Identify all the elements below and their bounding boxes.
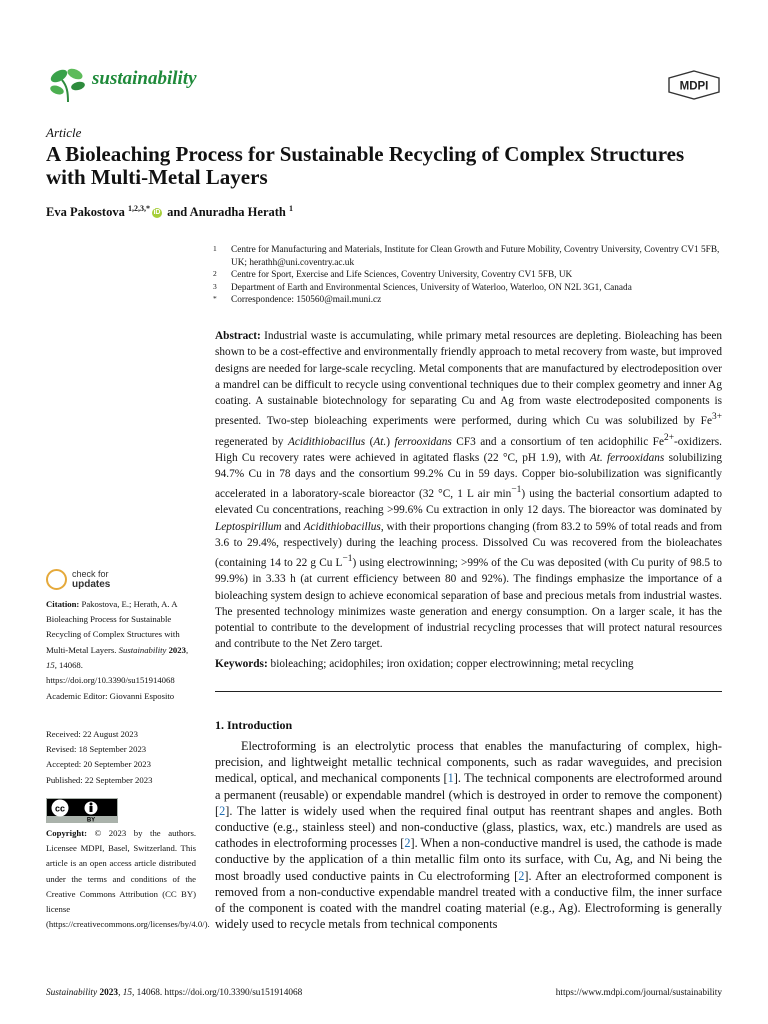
author-connector: and [167, 205, 188, 220]
author-affil-sup: 1 [289, 204, 293, 213]
svg-text:MDPI: MDPI [679, 80, 709, 93]
copyright-label: Copyright: [46, 828, 88, 838]
citation-block: Citation: Pakostova, E.; Herath, A. A Bioleaching Process for Sustainable Recycling of Complex Structures with Multi-Metal Layers. Sustainability 2023, 15, 14068. https://doi.org/10.3390/su151914068 [46, 599, 189, 686]
check-updates-icon [46, 569, 67, 590]
svg-text:cc: cc [54, 803, 66, 814]
page-title: A Bioleaching Process for Sustainable Recycling of Complex Structures with Multi-Metal Layers [46, 142, 685, 189]
published-date: Published: 22 September 2023 [46, 774, 153, 785]
author-list [46, 204, 293, 220]
article-type: Article [46, 125, 82, 140]
author-name: Eva Pakostova [46, 205, 125, 220]
reference-link[interactable]: 2 [404, 836, 411, 851]
affiliation-item: 2 Centre for Sport, Exercise and Life Sciences, Coventry University, Coventry CV1 5FB, UK [213, 269, 573, 280]
dates-block [46, 727, 196, 788]
correspondence-item: * Correspondence: 150560@mail.muni.cz [213, 294, 382, 305]
section-heading: 1. Introduction [215, 718, 293, 732]
journal-name: sustainability [92, 68, 197, 89]
footer-citation: Sustainability 2023, 15, 14068. https://doi.org/10.3390/su151914068 [46, 988, 303, 998]
keywords-label: Keywords: [215, 658, 268, 670]
keywords: Keywords: bioleaching; acidophiles; iron oxidation; copper electrowinning; metal recycling [215, 658, 634, 670]
check-for-updates-button[interactable]: check for updates [46, 568, 166, 594]
reference-link[interactable]: 2 [219, 803, 226, 818]
citation-label: Citation: [46, 599, 80, 609]
orcid-icon[interactable]: iD [153, 209, 161, 217]
affiliation-item: 1 Centre for Manufacturing and Materials, Institute for Clean Growth and Future Mobility, Coventry University, Coventry CV1 5FB, UK; herathh@uni.coventry.ac.uk [213, 244, 720, 268]
copyright-block: Copyright: © 2023 by the authors. Licensee MDPI, Basel, Switzerland. This article is an open access article distributed under the terms and conditions of the Creative Commons Attribution (CC BY) license (https://creativecommons.org/licenses/by/4.0/). [46, 828, 210, 930]
accepted-date: Accepted: 20 September 2023 [46, 759, 151, 770]
sustainability-logo-icon [48, 64, 88, 104]
abstract: Abstract: Industrial waste is accumulating, while primary metal resources are depleting. Bioleaching has been shown to be a cost-effective and environmentally friendly approach to metal recovery from waste, but improved designs are needed for large-scale recycling. Metal components that are manufactured by electrodeposition over a mandrel can be difficult to recycle using conventional techniques due to their complex geometry and inner Ag coating. A sustainable biotechnology for separating Cu and Ag from waste electrodeposited components is presented. Two-step bioleaching experiments were performed, during which Cu was solubilized by $Fe^{3+}$ regenerated by Acidithiobacillus (At.) ferrooxidans CF3 and a consortium of ten acidophilic $Fe^{2+}$-oxidizers. High Cu recovery rates were achieved in agitated flasks (22 °C, pH 1.9), with At. ferrooxidans solubilizing 94.7% Cu in 78 days and the consortium 99.2% Cu in 59 days. Copper bio-solubilization was significantly accelerated in a laboratory-scale bioreactor (32 °C, 1 L air $\min^{-1}$) using the bacterial consortium adapted to elevated Cu concentrations, reaching >99.6% Cu extraction in only 12 days. The bioreactor was dominated by Leptospirillum and Acidithiobacillus, with their proportions changing (from 83.2 to 59% of total reads and from 3.6 to 29.4%, respectively) during the leaching process. Dissolved Cu was recovered from the bioleachates (containing 14 to 22 g Cu $L^{-1}$) using electrowinning; >99% of the Cu was deposited (with Cu purity of 98.5 to 99.9%) in 3.33 h (at current efficiency between 80 and 92%). The findings emphasize the importance of a bioleaching system design to achieve economical separation of base and precious metals from industrial wastes. The presented technology minimizes waste generation and energy consumption. On a larger scale, it has the potential to contribute to the development of industrial recycling processes that will protect natural resources and contribute to the Net Zero target. [215, 330, 723, 651]
mdpi-logo [666, 70, 722, 100]
author-affil-sup: 1,2,3,* [127, 204, 150, 213]
reference-link[interactable]: 2 [518, 868, 525, 883]
revised-date: Revised: 18 September 2023 [46, 744, 147, 755]
abstract-label: Abstract: [215, 330, 261, 342]
received-date: Received: 22 August 2023 [46, 729, 138, 739]
affiliation-item: 3 Department of Earth and Environmental Sciences, University of Waterloo, Waterloo, ON N2L 3G1, Canada [213, 281, 632, 293]
divider [215, 691, 722, 692]
affiliations [213, 244, 725, 307]
cc-by-license-icon[interactable] [46, 798, 118, 823]
academic-editor: Academic Editor: Giovanni Esposito [46, 691, 175, 701]
intro-paragraph: Electroforming is an electrolytic process that enables the manufacturing of complex, high-precision, and lightweight metallic technical components, such as radar waveguides, and precision medical, optical, and mechanical components [1]. The technical components are electroformed around a permanent (reusable) or expendable mandrel (which is destroyed in order to remove the component) [2]. The latter is widely used when the required final output has reentrant shapes and angles. Both conductive (e.g., stainless steel) and non-conductive (glass, plastics, wax, etc.) mandrels are used as cathodes in electroforming processes [2]. When a non-conductive mandrel is used, the cathode is made conductive by the application of a thin metallic film onto its surface, with Cu, Ag, and Ni being the most broadly used conductive paints in Cu electroforming [2]. After an electroformed component is removed from a non-conductive expendable mandrel treated with a conductive film, the inner surface of the component is coated with the mandrel coating material (e.g., Ag). Electroforming is generally widely used to recycle metals from technical components [215, 739, 722, 932]
svg-text:BY: BY [86, 817, 96, 823]
footer-journal-url[interactable]: https://www.mdpi.com/journal/sustainability [555, 988, 722, 998]
author-name: Anuradha Herath [189, 205, 286, 220]
reference-link[interactable]: 1 [447, 771, 454, 786]
